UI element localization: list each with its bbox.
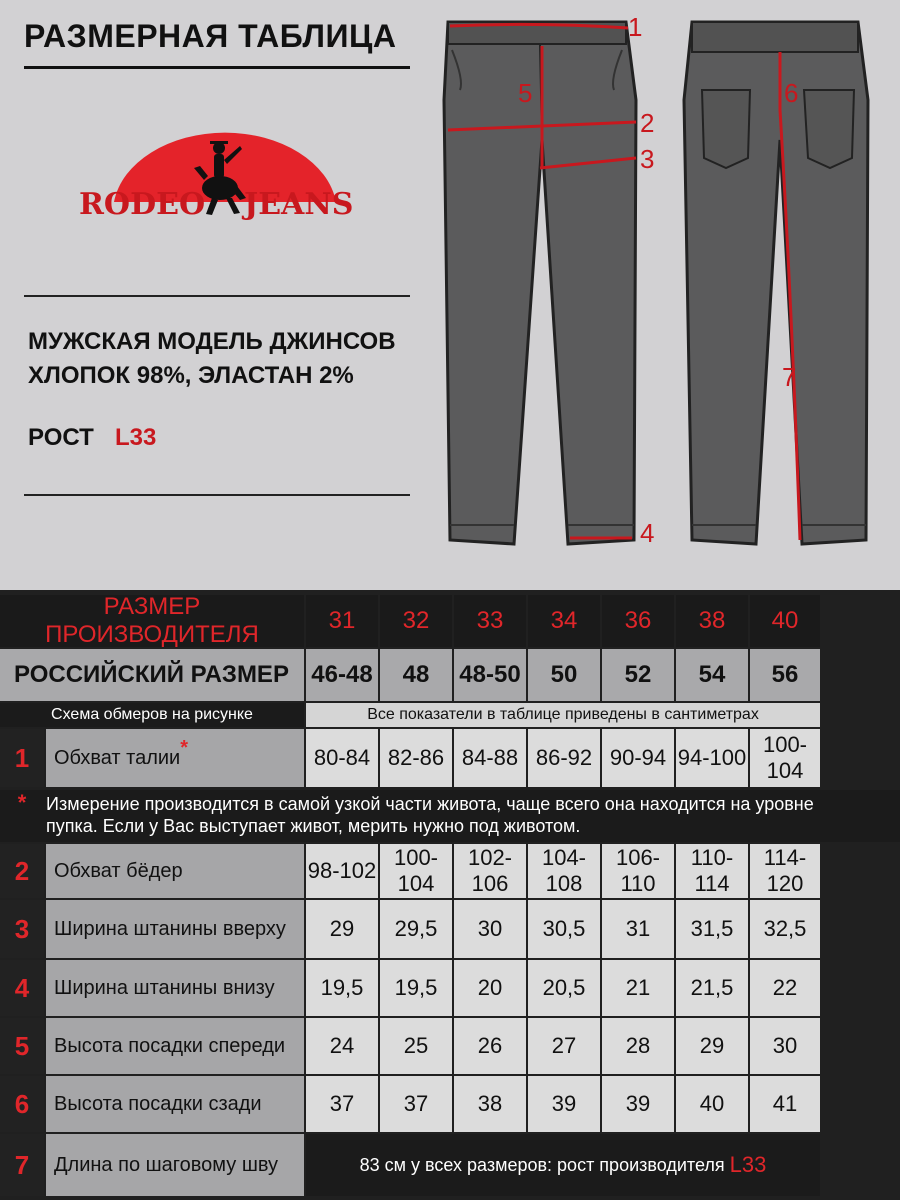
table-cell: 106-110 (602, 844, 674, 898)
russian-size-label: РОССИЙСКИЙ РАЗМЕР (0, 649, 304, 701)
russian-size: 52 (602, 649, 674, 701)
row-number: 3 (0, 900, 44, 958)
logo-word-jeans: JEANS (244, 187, 354, 222)
row-label-waist (46, 729, 304, 787)
inseam-highlight: L33 (729, 1152, 767, 1177)
footnote-text (46, 793, 896, 837)
row-number: 7 (0, 1134, 44, 1196)
russian-size: 54 (676, 649, 748, 701)
row-number: 4 (0, 960, 44, 1016)
row-label-inseam: Длина по шаговому шву (46, 1134, 304, 1196)
table-cell: 110-114 (676, 844, 748, 898)
table-cell: 31,5 (676, 900, 748, 958)
marker-5: 5 (518, 78, 533, 108)
row-label-back-rise: Высота посадки сзади (46, 1076, 304, 1132)
row-label-bottom-leg-width: Ширина штанины внизу (46, 960, 304, 1016)
russian-size: 48-50 (454, 649, 526, 701)
table-cell: 38 (454, 1076, 526, 1132)
inseam-text: 83 см у всех размеров: рост производителя (359, 1154, 725, 1175)
row-label-front-rise: Высота посадки спереди (46, 1018, 304, 1074)
rodeo-jeans-logo (74, 120, 364, 230)
height-value: L33 (115, 424, 157, 451)
table-cell: 114-120 (750, 844, 820, 898)
table-cell: 21,5 (676, 960, 748, 1016)
table-cell: 19,5 (380, 960, 452, 1016)
table-cell: 37 (306, 1076, 378, 1132)
table-cell: 90-94 (602, 729, 674, 787)
manufacturer-size-label: РАЗМЕР ПРОИЗВОДИТЕЛЯ (0, 595, 304, 647)
table-cell: 40 (676, 1076, 748, 1132)
title-underline (24, 66, 410, 69)
table-cell: 24 (306, 1018, 378, 1074)
row-number: 2 (0, 844, 44, 898)
manufacturer-size: 31 (306, 595, 378, 647)
manufacturer-size: 33 (454, 595, 526, 647)
table-cell: 21 (602, 960, 674, 1016)
table-cell: 25 (380, 1018, 452, 1074)
table-cell: 19,5 (306, 960, 378, 1016)
table-cell: 32,5 (750, 900, 820, 958)
page-title: РАЗМЕРНАЯ ТАБЛИЦА (24, 18, 397, 54)
table-cell: 29 (676, 1018, 748, 1074)
table-cell: 20 (454, 960, 526, 1016)
marker-7: 7 (782, 362, 797, 392)
table-cell: 82-86 (380, 729, 452, 787)
table-cell: 27 (528, 1018, 600, 1074)
logo-word-rodeo: RODEO (79, 187, 206, 222)
russian-size: 48 (380, 649, 452, 701)
manufacturer-size: 32 (380, 595, 452, 647)
table-cell: 104-108 (528, 844, 600, 898)
manufacturer-size: 34 (528, 595, 600, 647)
description-line-2: ХЛОПОК 98%, ЭЛАСТАН 2% (28, 362, 354, 389)
table-cell: 100-104 (750, 729, 820, 787)
russian-size: 46-48 (306, 649, 378, 701)
footnote-line-2: пупка. Если у Вас выступает живот, мерить нужно под животом. (46, 816, 581, 836)
scheme-label: Схема обмеров на рисунке (0, 703, 304, 727)
table-cell: 84-88 (454, 729, 526, 787)
table-cell: 100-104 (380, 844, 452, 898)
table-cell: 98-102 (306, 844, 378, 898)
divider-top (24, 295, 410, 297)
height-label: РОСТ (28, 424, 94, 451)
table-cell: 37 (380, 1076, 452, 1132)
table-cell: 30 (454, 900, 526, 958)
row-number: 5 (0, 1018, 44, 1074)
footnote-mark: * (17, 790, 27, 815)
marker-1: 1 (628, 12, 643, 42)
units-note: Все показатели в таблице приведены в сантиметрах (306, 703, 820, 727)
row-number: 6 (0, 1076, 44, 1132)
manufacturer-size: 36 (602, 595, 674, 647)
jeans-measurement-diagram (430, 10, 900, 570)
description-line-1: МУЖСКАЯ МОДЕЛЬ ДЖИНСОВ (28, 328, 396, 355)
row-label-hips: Обхват бёдер (46, 844, 304, 898)
table-cell: 86-92 (528, 729, 600, 787)
marker-4: 4 (640, 518, 655, 548)
table-cell: 31 (602, 900, 674, 958)
table-cell: 26 (454, 1018, 526, 1074)
table-cell: 39 (602, 1076, 674, 1132)
table-cell: 30,5 (528, 900, 600, 958)
table-cell: 102-106 (454, 844, 526, 898)
table-cell: 22 (750, 960, 820, 1016)
manufacturer-size: 38 (676, 595, 748, 647)
marker-3: 3 (640, 144, 655, 174)
table-cell: 39 (528, 1076, 600, 1132)
footnote-line-1: Измерение производится в самой узкой части живота, чаще всего она находится на уровне (46, 794, 814, 814)
back-jeans (684, 22, 868, 544)
table-cell: 29,5 (380, 900, 452, 958)
russian-size: 50 (528, 649, 600, 701)
russian-size: 56 (750, 649, 820, 701)
row-label-text: Обхват талии (54, 746, 181, 769)
table-cell: 28 (602, 1018, 674, 1074)
table-cell: 80-84 (306, 729, 378, 787)
front-jeans (444, 22, 636, 544)
table-cell: 30 (750, 1018, 820, 1074)
table-cell: 29 (306, 900, 378, 958)
asterisk-mark: * (180, 737, 189, 759)
divider-bottom (24, 494, 410, 496)
table-cell: 41 (750, 1076, 820, 1132)
row-label-top-leg-width: Ширина штанины вверху (46, 900, 304, 958)
table-cell: 20,5 (528, 960, 600, 1016)
marker-2: 2 (640, 108, 655, 138)
row-number: 1 (0, 729, 44, 787)
marker-6: 6 (784, 78, 799, 108)
inseam-value (306, 1134, 820, 1196)
manufacturer-size: 40 (750, 595, 820, 647)
table-cell: 94-100 (676, 729, 748, 787)
